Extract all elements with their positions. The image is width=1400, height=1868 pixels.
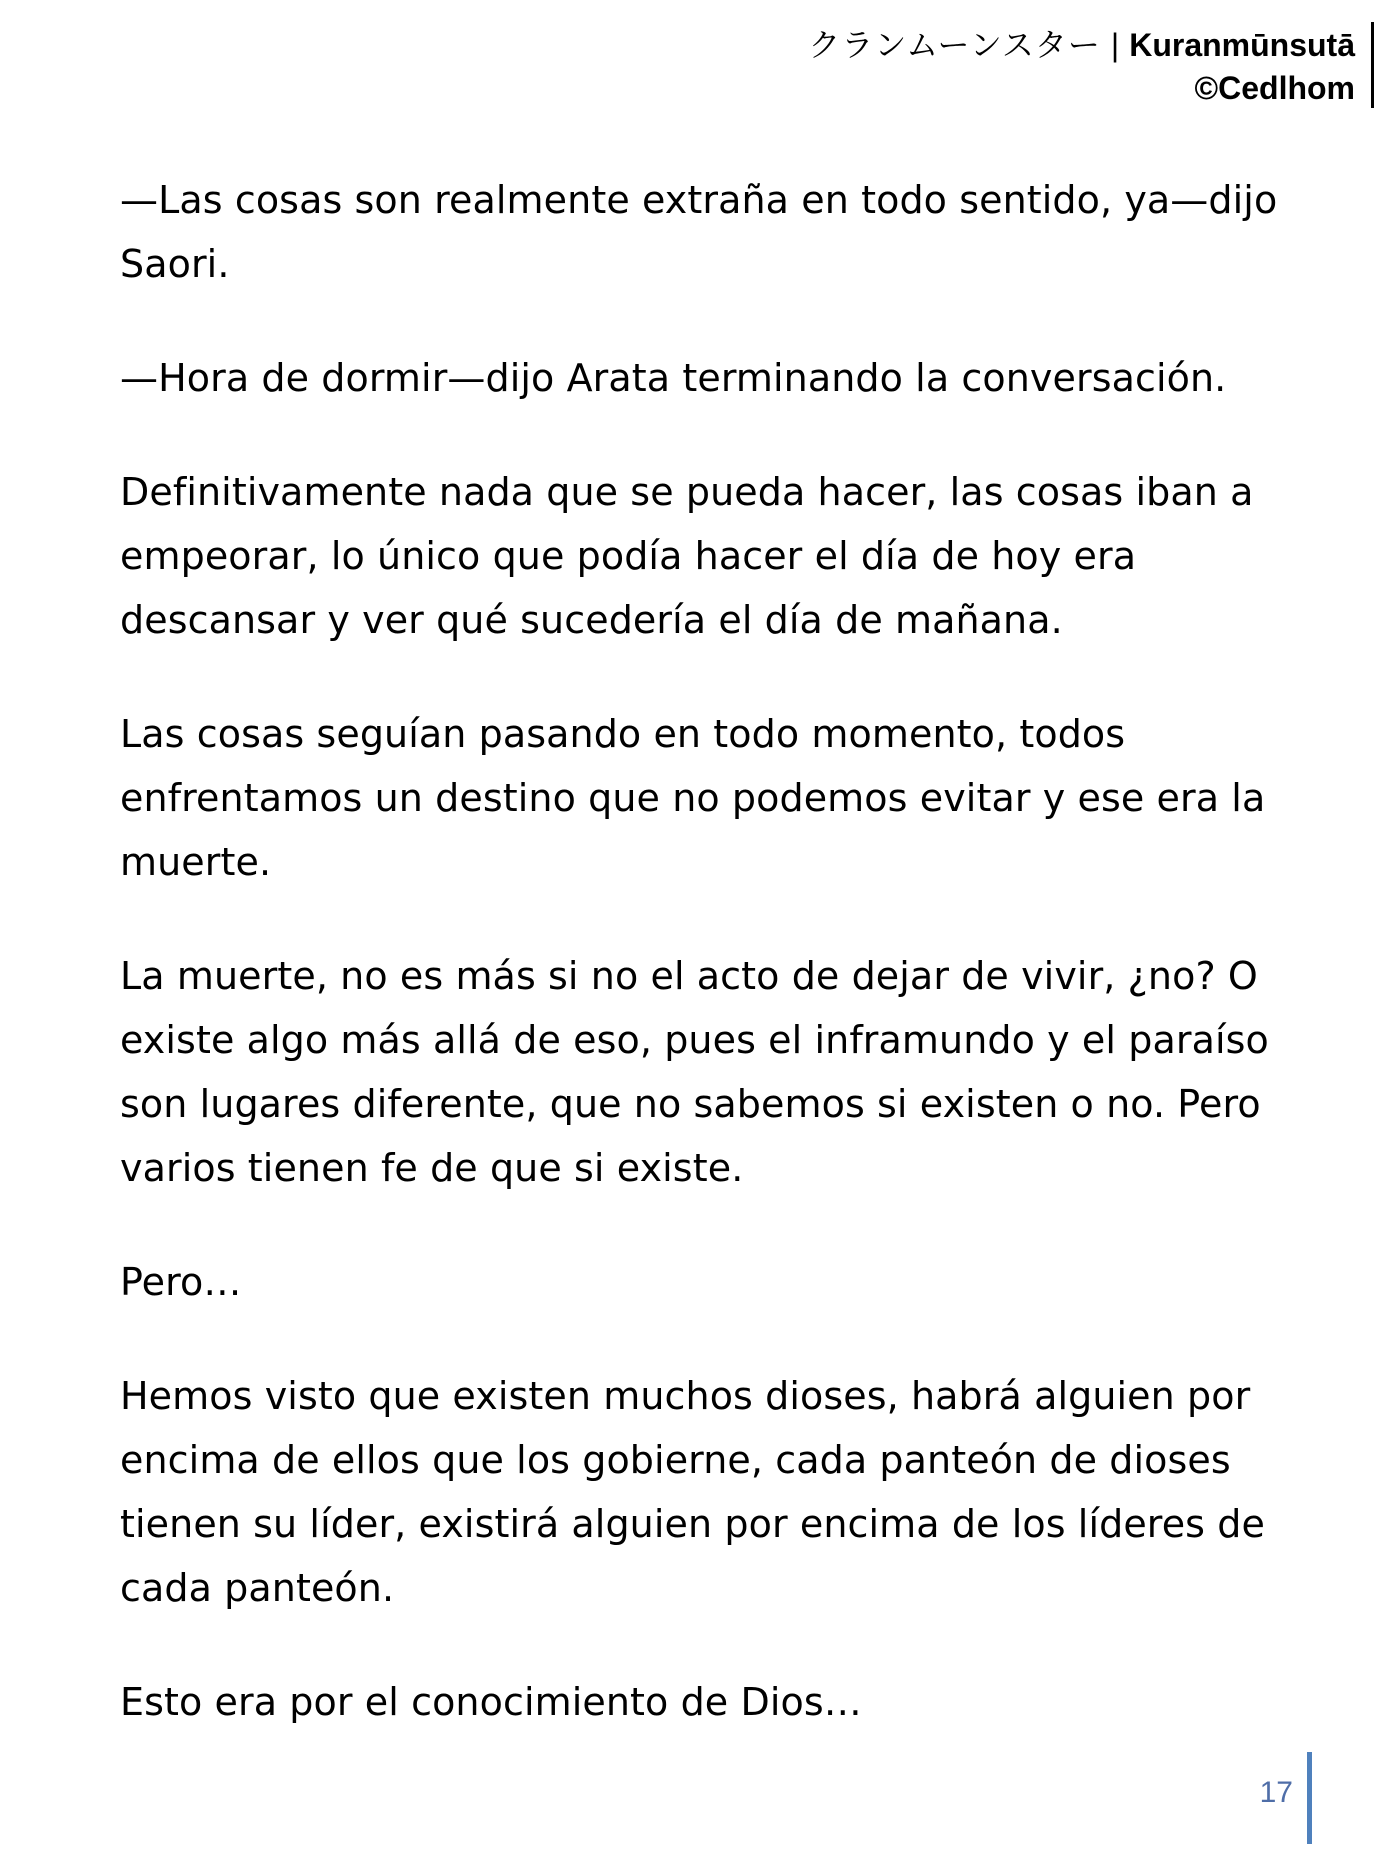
header-copyright: ©Cedlhom [1194, 70, 1355, 107]
paragraph-2: —Hora de dormir—dijo Arata terminando la conversación. [120, 356, 1227, 400]
footer-vertical-rule [1307, 1752, 1312, 1844]
page-footer [1260, 1752, 1312, 1844]
paragraph-4: Las cosas seguían pasando en todo momento, todos enfrentamos un destino que no podemos evitar y ese era la muerte. [120, 712, 1266, 884]
header-title-line [808, 26, 1355, 65]
header-vertical-rule [1371, 22, 1374, 108]
page-header [808, 26, 1374, 108]
paragraph-8: Esto era por el conocimiento de Dios… [120, 1680, 862, 1724]
paragraph-5: La muerte, no es más si no el acto de dejar de vivir, ¿no? O existe algo más allá de eso, pues el inframundo y el paraíso son lugares diferente, que no sabemos si existen o no. Pero varios tienen fe de que si existe. [120, 954, 1269, 1190]
paragraph-1: —Las cosas son realmente extraña en todo sentido, ya—dijo Saori. [120, 178, 1278, 286]
header-romaji-title: Kuranmūnsutā [1129, 27, 1355, 63]
header-text [808, 26, 1371, 108]
body-text [120, 168, 1300, 1784]
paragraph-7: Hemos visto que existen muchos dioses, habrá alguien por encima de ellos que los gobierne, cada panteón de dioses tienen su líder, existirá alguien por encima de los líderes de cada panteón. [120, 1374, 1265, 1610]
paragraph-6: Pero… [120, 1260, 242, 1304]
page-number: 17 [1259, 1776, 1293, 1809]
header-separator: | [1110, 27, 1120, 63]
header-japanese-title: クランムーンスター [808, 26, 1101, 64]
paragraph-3: Definitivamente nada que se pueda hacer, las cosas iban a empeorar, lo único que podía hacer el día de hoy era descansar y ver qué sucedería el día de mañana. [120, 470, 1254, 642]
